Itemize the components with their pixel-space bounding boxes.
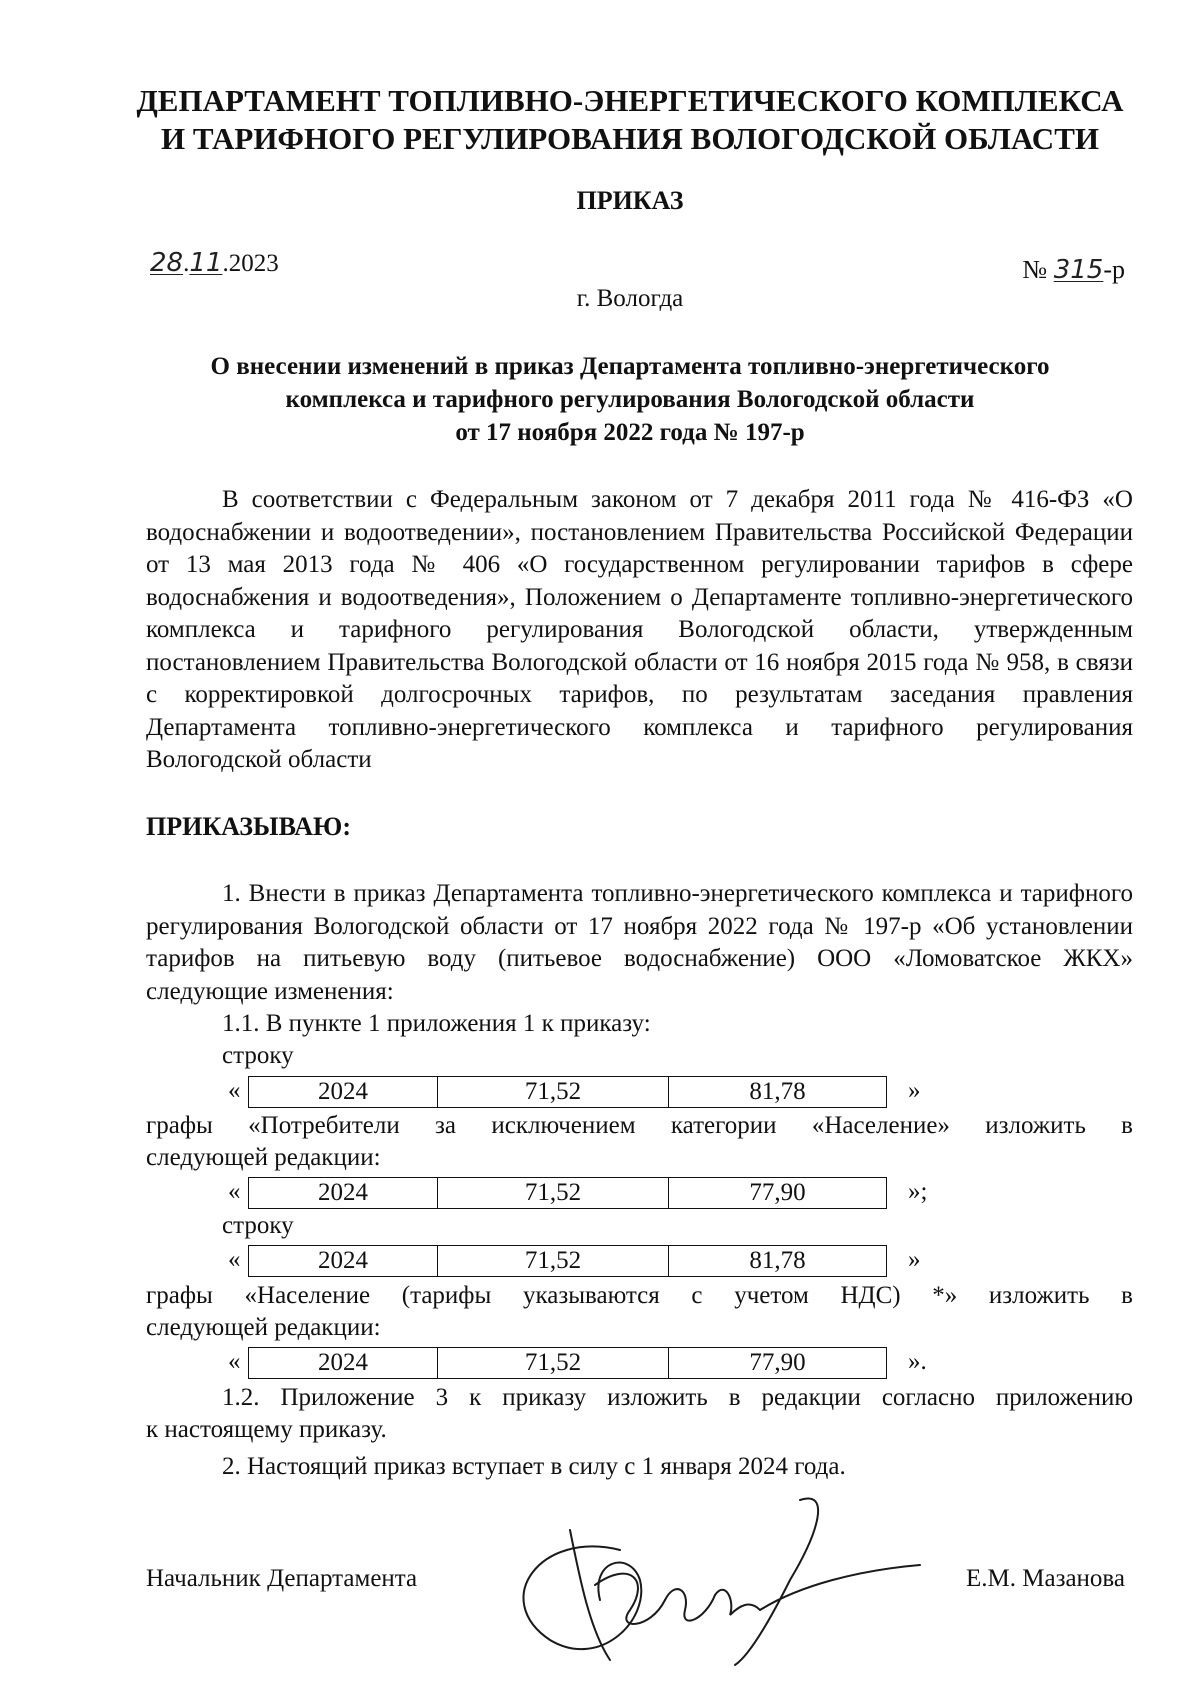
header-line-1: ДЕПАРТАМЕНТ ТОПЛИВНО-ЭНЕРГЕТИЧЕСКОГО КОМПЛЕКСА <box>136 83 1124 118</box>
preamble-paragraph: В соответствии с Федеральным законом от 7 декабря 2011 года № 416-ФЗ «О водоснабжении и водоотведении», постановлением Правительства Российской Федерации от 13 мая 2013 года № 406 «О государственном регулировании тарифов в сфере водоснабжения и водоотведения», Положением о Департаменте топливно-энергетического комплекса и тарифного регулирования Вологодской области, утвержденным постановлением Правительства Вологодской области от 16 ноября 2015 года № 958, в связи с корректировкой долгосрочных тарифов, по результатам заседания правления Департамента топливно-энергетического комплекса и тарифного регулирования Вологодской области <box>146 486 1133 773</box>
table-cell-year: 2024 <box>249 1077 438 1107</box>
item-1-paragraph: 1. Внести в приказ Департамента топливно-энергетического комплекса и тарифного регулирования Вологодской области от 17 ноября 2022 года № 197-р «Об установлении тарифов на питьевую воду (питьевое водоснабжение) ООО «Ломоватское ЖКХ» следующие изменения: <box>146 880 1133 1005</box>
item-1-2-line-1: 1.2. Приложение 3 к приказу изложить в редакции согласно приложению <box>222 1384 1133 1411</box>
table-cell-year: 2024 <box>249 1246 438 1276</box>
item-1-2-line-2: к настоящему приказу. <box>146 1416 387 1443</box>
subject-line-1: О внесении изменений в приказ Департамента топливно-энергетического <box>210 353 1050 380</box>
next-edition-1: следующей редакции: <box>146 1144 381 1171</box>
document-subject <box>0 350 1200 449</box>
table-cell-tariff-2: 81,78 <box>749 1078 806 1105</box>
document-date: 28.11.2023 <box>150 248 279 278</box>
handwritten-signature <box>500 1490 940 1670</box>
quote-close: » <box>908 1077 921 1104</box>
quote-close: » <box>908 1246 921 1273</box>
signatory-name: Е.М. Мазанова <box>966 1565 1125 1592</box>
date-year: .2023 <box>222 250 279 277</box>
next-edition-2: следующей редакции: <box>146 1314 381 1341</box>
signatory-role: Начальник Департамента <box>146 1565 418 1592</box>
row-word-2: строку <box>222 1212 294 1239</box>
subject-line-2: комплекса и тарифного регулирования Вологодской области <box>285 386 975 413</box>
table-cell-year: 2024 <box>249 1178 438 1208</box>
document-number <box>1022 255 1125 285</box>
header-line-2: И ТАРИФНОГО РЕГУЛИРОВАНИЯ ВОЛОГОДСКОЙ ОБЛАСТИ <box>161 121 1099 156</box>
document-type: ПРИКАЗ <box>576 186 684 215</box>
date-month: 11 <box>189 248 223 278</box>
tariff-table <box>248 1347 887 1379</box>
tariff-table <box>248 1177 887 1209</box>
department-header <box>0 82 1200 158</box>
item-2: 2. Настоящий приказ вступает в силу с 1 января 2024 года. <box>222 1453 846 1480</box>
table-cell-tariff-1: 71,52 <box>438 1348 669 1378</box>
number-prefix: № <box>1022 255 1048 284</box>
order-word: ПРИКАЗЫВАЮ: <box>146 812 351 841</box>
graph-2-text: графы «Население (тарифы указываются с учетом НДС) *» изложить в <box>146 1282 1133 1309</box>
table-cell-tariff-1: 71,52 <box>438 1178 669 1208</box>
number-value: 315 <box>1053 255 1104 285</box>
table-cell-tariff-2: 77,90 <box>749 1349 806 1376</box>
quote-open: « <box>228 1348 241 1375</box>
table-cell-tariff-2: 81,78 <box>749 1247 806 1274</box>
quote-open: « <box>228 1246 241 1273</box>
graph-1-text: графы «Потребители за исключением категории «Население» изложить в <box>146 1112 1133 1139</box>
quote-close: ». <box>908 1348 927 1375</box>
table-cell-tariff-1: 71,52 <box>438 1246 669 1276</box>
document-city: г. Вологда <box>576 285 684 312</box>
item-1-1: 1.1. В пункте 1 приложения 1 к приказу: <box>222 1010 651 1037</box>
row-word-1: строку <box>222 1042 294 1069</box>
table-cell-year: 2024 <box>249 1348 438 1378</box>
tariff-table <box>248 1245 887 1277</box>
tariff-table <box>248 1076 887 1108</box>
table-cell-tariff-2: 77,90 <box>749 1179 806 1206</box>
quote-open: « <box>228 1077 241 1104</box>
date-day: 28 <box>150 248 184 278</box>
number-suffix: -р <box>1103 255 1125 284</box>
quote-close: »; <box>908 1178 928 1205</box>
subject-line-3: от 17 ноября 2022 года № 197-р <box>455 419 805 446</box>
quote-open: « <box>228 1178 241 1205</box>
table-cell-tariff-1: 71,52 <box>438 1077 669 1107</box>
